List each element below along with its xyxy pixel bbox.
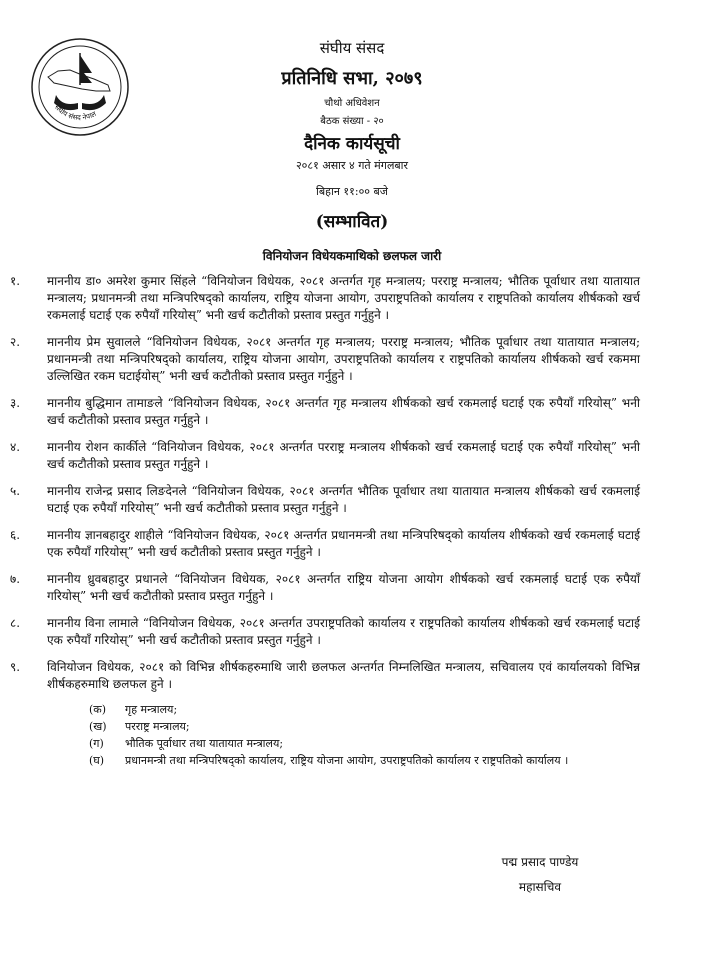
item-number: ९. [10,660,21,674]
agenda-item [0,483,704,517]
item-number: ४. [10,440,21,454]
meeting-number: बैठक संख्या - २० [320,116,384,127]
agenda-item [0,615,704,649]
item-number: २. [10,335,21,349]
status-label: (सम्भावित) [315,212,389,232]
logo-text: संघीय संसद नेपाल [52,103,98,122]
sub-item-text: भौतिक पूर्वाधार तथा यातायात मन्त्रालय; [125,737,284,750]
agenda-item [0,273,704,324]
meeting-date: २०८१ असार ४ गते मंगलबार [295,159,409,172]
session-label: चौथो अधिवेशन [324,98,380,109]
signatory-designation: महासचिव [518,880,562,894]
agenda-item [0,659,704,769]
item-number: १. [10,274,21,288]
parliament-name: संघीय संसद [319,39,385,57]
item-text: माननीय प्रेम सुवालले “विनियोजन विधेयक, २०८१ अन्तर्गत गृह मन्त्रालय; परराष्ट्र मन्त्रालय; भौतिक पूर्वाधार तथा यातायात मन्त्रालय; प्रधानमन्त्री तथा मन्त्रिपरिषद्को कार्यालय, राष्ट्रिय योजना आयोग, उपराष्ट्रपतिको कार्यालय र राष्ट्रपतिको कार्यालय शीर्षकको खर्च रकममा उल्लिखित रकम घटाईयोस्” भनी खर्च कटौतीको प्रस्ताव प्रस्तुत गर्नुहुने । [47,335,640,383]
sub-item-label: (ख) [89,720,107,733]
sub-item-label: (क) [89,703,107,716]
item-number: ६. [10,528,21,542]
agenda-item [0,527,704,561]
agenda-item [0,334,704,385]
item-number: ३. [10,396,21,410]
item-text: माननीय ज्ञानबहादुर शाहीले “विनियोजन विधेयक, २०८१ अन्तर्गत प्रधानमन्त्री तथा मन्त्रिपरिषद्को कार्यालय शीर्षकको खर्च रकमलाई घटाई एक रुपैयाँ गरियोस्” भनी खर्च कटौतीको प्रस्ताव प्रस्तुत गर्नुहुने । [47,528,640,559]
signatory-name: पद्म प्रसाद पाण्डेय [501,855,579,869]
sub-item-text: प्रधानमन्त्री तथा मन्त्रिपरिषद्को कार्यालय, राष्ट्रिय योजना आयोग, उपराष्ट्रपतिको कार्यालय र राष्ट्रपतिको कार्यालय । [125,754,569,767]
item-number: ७. [10,572,21,586]
item-text: माननीय ध्रुवबहादुर प्रधानले “विनियोजन विधेयक, २०८१ अन्तर्गत राष्ट्रिय योजना आयोग शीर्षकको खर्च रकमलाई घटाई एक रुपैयाँ गरियोस्” भनी खर्च कटौतीको प्रस्ताव प्रस्तुत गर्नुहुने । [47,572,640,603]
sub-item [0,701,704,718]
agenda-title: विनियोजन विधेयकमाथिको छलफल जारी [262,249,442,263]
sub-item-text: गृह मन्त्रालय; [125,703,178,716]
item-number: ५. [10,484,21,498]
agenda-item [0,439,704,473]
agenda-item [0,395,704,429]
sub-item [0,718,704,735]
meeting-time: बिहान ११:०० बजे [316,185,388,198]
item-text: माननीय विना लामाले “विनियोजन विधेयक, २०८१ अन्तर्गत उपराष्ट्रपतिको कार्यालय र राष्ट्रपतिको कार्यालय शीर्षकको खर्च रकमलाई घटाई एक रुपैयाँ गरियोस्” भनी खर्च कटौतीको प्रस्ताव प्रस्तुत गर्नुहुने । [47,616,640,647]
agenda-item [0,571,704,605]
item-text: माननीय राजेन्द्र प्रसाद लिङदेनले “विनियोजन विधेयक, २०८१ अन्तर्गत भौतिक पूर्वाधार तथा यातायात मन्त्रालय शीर्षकको खर्च रकमलाई घटाई एक रुपैयाँ गरियोस्” भनी खर्च कटौतीको प्रस्ताव प्रस्तुत गर्नुहुने । [47,484,640,515]
sub-item-text: परराष्ट्र मन्त्रालय; [125,720,190,733]
item-text: विनियोजन विधेयक, २०८१ को विभिन्न शीर्षकहरुमाथि जारी छलफल अन्तर्गत निम्नलिखित मन्त्रालय, सचिवालय एवं कार्यालयको विभिन्न शीर्षकहरुमाथि छलफल हुने । [47,660,640,691]
item-number: ८. [10,616,21,630]
sub-item [0,735,704,752]
item-text: माननीय डा० अमरेश कुमार सिंहले “विनियोजन विधेयक, २०८१ अन्तर्गत गृह मन्त्रालय; परराष्ट्र मन्त्रालय; भौतिक पूर्वाधार तथा यातायात मन्त्रालय; प्रधानमन्त्री तथा मन्त्रिपरिषद्को कार्यालय, राष्ट्रिय योजना आयोग, उपराष्ट्रपतिको कार्यालय र राष्ट्रपतिको कार्यालय शीर्षकको खर्च रकमलाई घटाई एक रुपैयाँ गरियोस्” भनी खर्च कटौतीको प्रस्ताव प्रस्तुत गर्नुहुने । [47,274,640,322]
sub-item [0,752,704,769]
item-text: माननीय रोशन कार्कीले “विनियोजन विधेयक, २०८१ अन्तर्गत परराष्ट्र मन्त्रालय शीर्षकको खर्च रकमलाई घटाई एक रुपैयाँ गरियोस्” भनी खर्च कटौतीको प्रस्ताव प्रस्तुत गर्नुहुने । [47,440,640,471]
sub-item-label: (घ) [89,754,105,767]
agenda-list [0,273,704,779]
sub-item-label: (ग) [89,737,104,750]
item-text: माननीय बुद्धिमान तामाङले “विनियोजन विधेयक, २०८१ अन्तर्गत गृह मन्त्रालय शीर्षकको खर्च रकमलाई घटाई एक रुपैयाँ गरियोस्” भनी खर्च कटौतीको प्रस्ताव प्रस्तुत गर्नुहुने । [47,396,640,427]
house-name: प्रतिनिधि सभा, २०७९ [281,68,423,89]
page-title: दैनिक कार्यसूची [304,134,400,154]
